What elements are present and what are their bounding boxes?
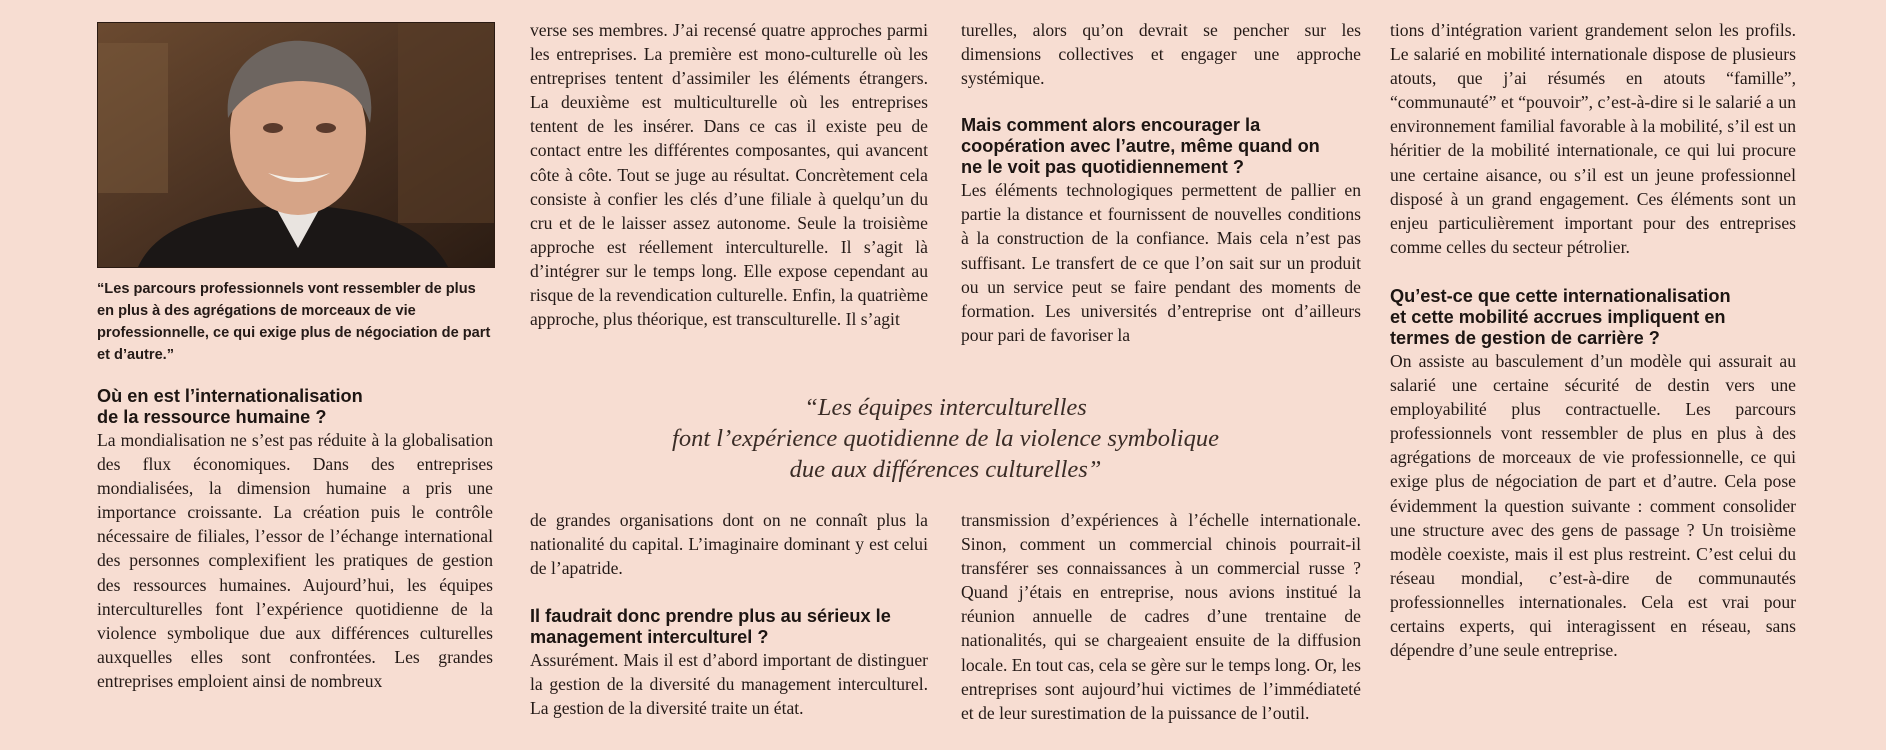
column-3-lower: [961, 508, 1361, 725]
question-heading: Où en est l’internationalisation de la ressource humaine ?: [97, 386, 363, 427]
article-paragraph: tions d’intégration varient grandement selon les profils. Le salarié en mobilité internationale dispose de plusieurs atouts, que j’ai résumés en atouts “famille”, “communauté” et “pouvoir”, c’est-à-dire si le salarié a un environnement familial favorable à la mobilité, s’il est un héritier de la mobilité internationale, ce qui lui procure une certaine aisance, ou s’il est un jeune professionnel disposé à un grand engagement. Ces éléments sont un enjeu particulièrement important pour des entreprises comme celles du secteur pétrolier.: [1390, 20, 1796, 257]
portrait-photo: [97, 22, 495, 268]
article-paragraph: La mondialisation ne s’est pas réduite à la globalisation des flux économiques. Dans des entreprises mondialisées, la dimension humaine a pris une importance croissante. La création puis le contrôle nécessaire de filiales, l’essor de l’échange international des personnes complexifient les pratiques de gestion des ressources humaines. Aujourd’hui, les équipes interculturelles font l’expérience quotidienne de la violence symbolique due aux différences culturelles auxquelles elles sont confrontées. Les grandes entreprises emploient ainsi de nombreux: [97, 430, 493, 691]
pull-quote: [530, 392, 1361, 485]
article-paragraph: On assiste au basculement d’un modèle qui assurait au salarié une certaine sécurité de destin vers une employabilité plus contractuelle. Les parcours professionnels vont ressembler de plus en plus à des agrégations de morceaux de vie professionnelle, ce qui exige plus de négociation de part et d’autre. Cela pose évidemment la question suivante : comment consolider une structure avec des gens de passage ? Un troisième modèle coexiste, mais il est plus restreint. C’est celui du réseau mondial, c’est-à-dire de communautés professionnelles internationales. Cela est vrai pour certains experts, qui interagissent en réseau, sans dépendre d’une seule entreprise.: [1390, 350, 1796, 661]
column-4: [1390, 18, 1796, 662]
article-paragraph: de grandes organisations dont on ne connaît plus la nationalité du capital. L’imaginaire dominant y est celui de l’apatride.: [530, 510, 928, 579]
photo-caption: “Les parcours professionnels vont ressembler de plus en plus à des agrégations de morceaux de vie professionnelle, ce qui exige plus de négociation de part et d’autre.”: [97, 281, 491, 363]
portrait-illustration: [98, 23, 494, 267]
pull-quote-line: due aux différences culturelles”: [789, 456, 1102, 483]
article-paragraph: Assurément. Mais il est d’abord important de distinguer la gestion de la diversité du management interculturel. La gestion de la diversité traite un état.: [530, 650, 928, 719]
question-heading: Mais comment alors encourager la coopération avec l’autre, même quand on ne le voit pas quotidiennement ?: [961, 115, 1320, 178]
column-2-lower: [530, 508, 928, 721]
question-heading: Qu’est-ce que cette internationalisation et cette mobilité accrues impliquent en termes de gestion de carrière ?: [1390, 285, 1731, 348]
pull-quote-line: “Les équipes interculturelles: [804, 394, 1087, 421]
article-paragraph: verse ses membres. J’ai recensé quatre approches parmi les entreprises. La première est mono-culturelle où les entreprises tentent d’assimiler les éléments étrangers. La deuxième est multiculturelle où les entreprises tentent de les insérer. Dans ce cas il existe peu de contact entre les différentes composantes, qui avancent côte à côte. Tout se juge au résultat. Concrètement cela consiste à confier les clés d’une filiale à quelqu’un du cru et de le laisser assez autonome. Seule la troisième approche est réellement interculturelle. Il s’agit là d’intégrer sur le temps long. Elle expose cependant au risque de la revendication culturelle. Enfin, la quatrième approche, plus théorique, est transculturelle. Il s’agit: [530, 20, 928, 330]
pull-quote-line: font l’expérience quotidienne de la violence symbolique: [672, 425, 1219, 452]
column-3: [961, 18, 1361, 347]
article-paragraph: transmission d’expériences à l’échelle internationale. Sinon, comment un commercial chinois pourrait-il transférer ses connaissances à un commercial russe ? Quand j’étais en entreprise, nous avions institué la réunion annuelle de cadres d’une trentaine de nationalités, qui se chargeaient ensuite de la diffusion locale. En tout cas, cela se gère sur le temps long. Or, les entreprises sont aujourd’hui victimes de l’immédiateté et de leur surestimation de la puissance de l’outil.: [961, 510, 1361, 723]
article-paragraph: turelles, alors qu’on devrait se pencher sur les dimensions collectives et engager une approche systémique.: [961, 20, 1361, 89]
question-heading: Il faudrait donc prendre plus au sérieux le management interculturel ?: [530, 606, 891, 648]
column-1: [97, 22, 493, 693]
column-2: [530, 18, 928, 331]
article-paragraph: Les éléments technologiques permettent de pallier en partie la distance et fournissent de nouvelles conditions à la construction de la confiance. Mais cela n’est pas suffisant. Le transfert de ce que l’on sait sur un produit ou un service peut se faire pendant des moments de formation. Les universités d’entreprise ont d’ailleurs pour pari de favoriser la: [961, 180, 1361, 345]
